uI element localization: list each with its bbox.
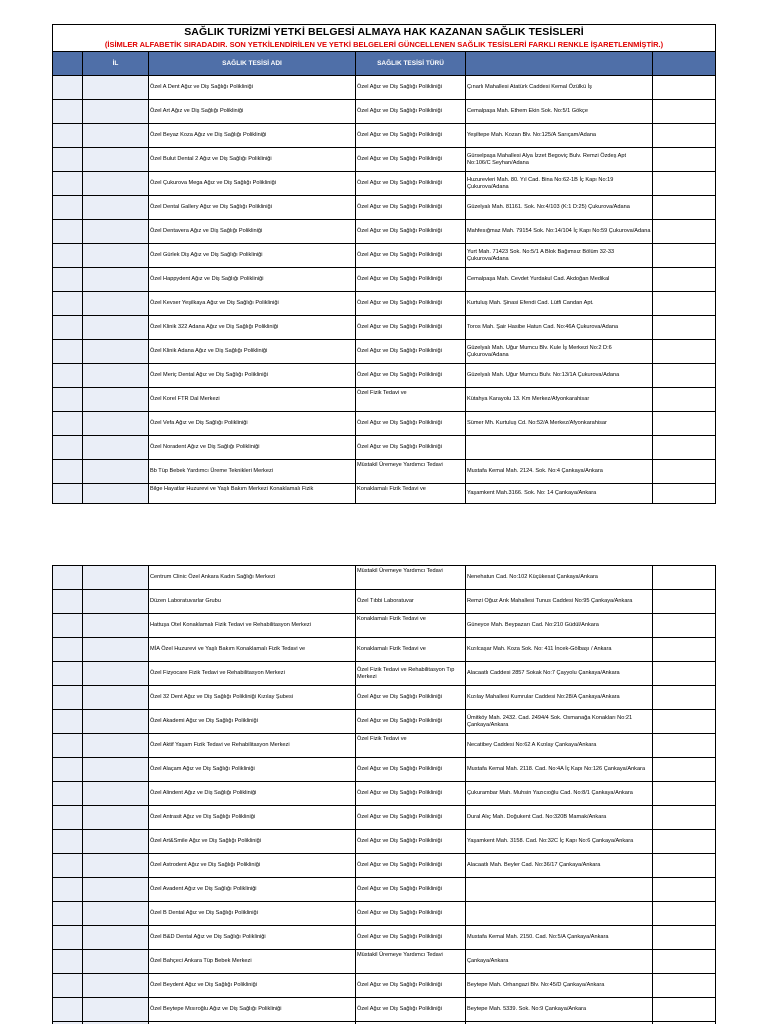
- extra-cell: [653, 244, 716, 268]
- facility-type-cell: Özel Ağız ve Diş Sağlığı Polikliniği: [356, 902, 466, 926]
- il-cell: [83, 460, 149, 484]
- extra-cell: [653, 100, 716, 124]
- extra-cell: [653, 998, 716, 1022]
- facility-table-page-1: [52, 24, 716, 504]
- facility-name-cell: Özel B&D Dental Ağız ve Diş Sağlığı Polikliniği: [149, 926, 356, 950]
- table-row: [53, 460, 716, 484]
- table-row: [53, 830, 716, 854]
- address-cell: Nenehatun Cad. No:102 Küçükesat Çankaya/Ankara: [466, 566, 653, 590]
- facility-name-cell: Özel Çukurova Mega Ağız ve Diş Sağlığı Polikliniği: [149, 172, 356, 196]
- facility-type-cell: Özel Ağız ve Diş Sağlığı Polikliniği: [356, 292, 466, 316]
- facility-name-cell: Düzen Laboratuvarlar Grubu: [149, 590, 356, 614]
- facility-type-cell: Konaklamalı Fizik Tedavi ve: [356, 614, 466, 638]
- facility-name-cell: Hattuşa Otel Konaklamalı Fizik Tedavi ve Rehabilitasyon Merkezi: [149, 614, 356, 638]
- facility-name-cell: Özel Avadent Ağız ve Diş Sağlığı Polikliniği: [149, 878, 356, 902]
- facility-type-cell: Özel Ağız ve Diş Sağlığı Polikliniği: [356, 998, 466, 1022]
- il-cell: [83, 878, 149, 902]
- row-index-cell: [53, 196, 83, 220]
- il-cell: [83, 806, 149, 830]
- facility-name-cell: Özel Aktif Yaşam Fizik Tedavi ve Rehabilitasyon Merkezi: [149, 734, 356, 758]
- address-cell: Dural Alıç Mah. Doğukent Cad. No:320B Mamak/Ankara: [466, 806, 653, 830]
- address-cell: Güzelyalı Mah. Uğur Mumcu Bulv. No:13/1A Çukurova/Adana: [466, 364, 653, 388]
- facility-type-cell: Özel Ağız ve Diş Sağlığı Polikliniği: [356, 412, 466, 436]
- table-row: [53, 662, 716, 686]
- extra-cell: [653, 484, 716, 504]
- extra-cell: [653, 806, 716, 830]
- facility-type-cell: Özel Ağız ve Diş Sağlığı Polikliniği: [356, 710, 466, 734]
- extra-cell: [653, 148, 716, 172]
- address-cell: Çukurambar Mah. Muhsin Yazıcıoğlu Cad. No:8/1 Çankaya/Ankara: [466, 782, 653, 806]
- address-cell: Yeşiltepe Mah. Kozan Blv. No:125/A Sarıçam/Adana: [466, 124, 653, 148]
- facility-type-cell: Özel Ağız ve Diş Sağlığı Polikliniği: [356, 172, 466, 196]
- facility-type-cell: Konaklamalı Fizik Tedavi ve: [356, 484, 466, 504]
- il-cell: [83, 436, 149, 460]
- table-row: [53, 566, 716, 590]
- il-cell: [83, 734, 149, 758]
- row-index-cell: [53, 364, 83, 388]
- row-index-cell: [53, 76, 83, 100]
- table-row: [53, 436, 716, 460]
- facility-name-cell: Özel Dental Gallery Ağız ve Diş Sağlığı Polikliniği: [149, 196, 356, 220]
- facility-type-cell: Özel Ağız ve Diş Sağlığı Polikliniği: [356, 436, 466, 460]
- row-index-cell: [53, 782, 83, 806]
- extra-cell: [653, 196, 716, 220]
- row-index-cell: [53, 172, 83, 196]
- table-row: [53, 806, 716, 830]
- address-cell: Kütahya Karayolu 13. Km Merkez/Afyonkarahisar: [466, 388, 653, 412]
- address-cell: Yaşamkent Mah. 3158. Cad. No:32C İç Kapı No:6 Çankaya/Ankara: [466, 830, 653, 854]
- facility-type-cell: Özel Ağız ve Diş Sağlığı Polikliniği: [356, 806, 466, 830]
- il-cell: [83, 268, 149, 292]
- il-cell: [83, 710, 149, 734]
- table-row: [53, 758, 716, 782]
- extra-cell: [653, 340, 716, 364]
- extra-cell: [653, 662, 716, 686]
- table-body: [53, 566, 716, 1024]
- facility-type-cell: Özel Ağız ve Diş Sağlığı Polikliniği: [356, 316, 466, 340]
- table-row: [53, 148, 716, 172]
- header-il: İL: [83, 52, 149, 76]
- facility-type-cell: Özel Ağız ve Diş Sağlığı Polikliniği: [356, 364, 466, 388]
- facility-type-cell: Özel Ağız ve Diş Sağlığı Polikliniği: [356, 878, 466, 902]
- extra-cell: [653, 76, 716, 100]
- il-cell: [83, 950, 149, 974]
- address-cell: Mustafa Kemal Mah. 2150. Cad. No:5/A Çankaya/Ankara: [466, 926, 653, 950]
- extra-cell: [653, 590, 716, 614]
- row-index-cell: [53, 830, 83, 854]
- address-cell: Çankaya/Ankara: [466, 950, 653, 974]
- row-index-cell: [53, 902, 83, 926]
- row-index-cell: [53, 662, 83, 686]
- facility-name-cell: Özel Korel FTR Dal Merkezi: [149, 388, 356, 412]
- row-index-cell: [53, 710, 83, 734]
- extra-cell: [653, 902, 716, 926]
- table-row: [53, 638, 716, 662]
- row-index-cell: [53, 590, 83, 614]
- il-cell: [83, 830, 149, 854]
- address-cell: Beytepe Mah. 5339. Sok. No:9 Çankaya/Ankara: [466, 998, 653, 1022]
- table-row: [53, 244, 716, 268]
- header-index: [53, 52, 83, 76]
- address-cell: Güneyce Mah. Beypazarı Cad. No:210 Güdül/Ankara: [466, 614, 653, 638]
- table-row: [53, 782, 716, 806]
- facility-type-cell: Müstakil Üremeye Yardımcı Tedavi: [356, 566, 466, 590]
- extra-cell: [653, 268, 716, 292]
- extra-cell: [653, 412, 716, 436]
- address-cell: Yurt Mah. 71423 Sok. No:5/1 A Blok Bağımsız Bölüm 32-33 Çukurova/Adana: [466, 244, 653, 268]
- address-cell: Toros Mah. Şair Hasibe Hatun Cad. No:46A Çukurova/Adana: [466, 316, 653, 340]
- extra-cell: [653, 436, 716, 460]
- facility-type-cell: Özel Ağız ve Diş Sağlığı Polikliniği: [356, 148, 466, 172]
- row-index-cell: [53, 148, 83, 172]
- facility-type-cell: Özel Ağız ve Diş Sağlığı Polikliniği: [356, 686, 466, 710]
- document-title: SAĞLIK TURİZMİ YETKİ BELGESİ ALMAYA HAK KAZANAN SAĞLIK TESİSLERİ: [53, 25, 716, 39]
- address-cell: Gürselpaşa Mahallesi Alya İzzet Begoviç Bulv. Remzi Özdeş Apt No:106/C Seyhan/Adana: [466, 148, 653, 172]
- row-index-cell: [53, 484, 83, 504]
- table-row: [53, 854, 716, 878]
- facility-type-cell: Özel Ağız ve Diş Sağlığı Polikliniği: [356, 340, 466, 364]
- table-row: [53, 340, 716, 364]
- il-cell: [83, 388, 149, 412]
- facility-type-cell: Özel Ağız ve Diş Sağlığı Polikliniği: [356, 220, 466, 244]
- facility-name-cell: Özel Art&Smile Ağız ve Diş Sağlığı Polikliniği: [149, 830, 356, 854]
- extra-cell: [653, 950, 716, 974]
- extra-cell: [653, 758, 716, 782]
- address-cell: Mustafa Kemal Mah. 2118. Cad. No:4A İç Kapı No:126 Çankaya/Ankara: [466, 758, 653, 782]
- table-row: [53, 268, 716, 292]
- extra-cell: [653, 172, 716, 196]
- row-index-cell: [53, 340, 83, 364]
- il-cell: [83, 316, 149, 340]
- facility-type-cell: Özel Ağız ve Diş Sağlığı Polikliniği: [356, 854, 466, 878]
- facility-name-cell: Özel Kevser Yeşilkaya Ağız ve Diş Sağlığı Polikliniği: [149, 292, 356, 316]
- facility-name-cell: Özel B Dental Ağız ve Diş Sağlığı Polikliniği: [149, 902, 356, 926]
- address-cell: Yaşamkent Mah.3166. Sok. No: 14 Çankaya/Ankara: [466, 484, 653, 504]
- row-index-cell: [53, 806, 83, 830]
- row-index-cell: [53, 412, 83, 436]
- row-index-cell: [53, 614, 83, 638]
- facility-type-cell: Özel Fizik Tedavi ve Rehabilitasyon Tıp Merkezi: [356, 662, 466, 686]
- address-cell: [466, 902, 653, 926]
- table-row: [53, 590, 716, 614]
- facility-name-cell: Özel Beydent Ağız ve Diş Sağlığı Polikliniği: [149, 974, 356, 998]
- table-row: [53, 388, 716, 412]
- extra-cell: [653, 830, 716, 854]
- facility-type-cell: Özel Ağız ve Diş Sağlığı Polikliniği: [356, 76, 466, 100]
- row-index-cell: [53, 292, 83, 316]
- row-index-cell: [53, 124, 83, 148]
- row-index-cell: [53, 686, 83, 710]
- table-row: [53, 76, 716, 100]
- table-row: [53, 950, 716, 974]
- il-cell: [83, 902, 149, 926]
- row-index-cell: [53, 998, 83, 1022]
- row-index-cell: [53, 974, 83, 998]
- extra-cell: [653, 710, 716, 734]
- extra-cell: [653, 220, 716, 244]
- extra-cell: [653, 734, 716, 758]
- row-index-cell: [53, 316, 83, 340]
- facility-name-cell: Özel Meriç Dental Ağız ve Diş Sağlığı Polikliniği: [149, 364, 356, 388]
- facility-name-cell: Özel Akademi Ağız ve Diş Sağlığı Polikliniği: [149, 710, 356, 734]
- facility-type-cell: Konaklamalı Fizik Tedavi ve: [356, 638, 466, 662]
- table-row: [53, 172, 716, 196]
- header-facility-type: SAĞLIK TESİSİ TÜRÜ: [356, 52, 466, 76]
- address-cell: Sümer Mh. Kurtuluş Cd. No:52/A Merkez/Afyonkarahisar: [466, 412, 653, 436]
- facility-name-cell: Özel Beyaz Koza Ağız ve Diş Sağlığı Polikliniği: [149, 124, 356, 148]
- facility-name-cell: Özel Antrasit Ağız ve Diş Sağlığı Polikliniği: [149, 806, 356, 830]
- facility-type-cell: Özel Ağız ve Diş Sağlığı Polikliniği: [356, 758, 466, 782]
- extra-cell: [653, 974, 716, 998]
- il-cell: [83, 638, 149, 662]
- il-cell: [83, 292, 149, 316]
- il-cell: [83, 100, 149, 124]
- facility-type-cell: Özel Ağız ve Diş Sağlığı Polikliniği: [356, 926, 466, 950]
- row-index-cell: [53, 100, 83, 124]
- table-row: [53, 734, 716, 758]
- extra-cell: [653, 614, 716, 638]
- extra-cell: [653, 364, 716, 388]
- facility-name-cell: Özel Fizyocare Fizik Tedavi ve Rehabilitasyon Merkezi: [149, 662, 356, 686]
- facility-type-cell: Özel Ağız ve Diş Sağlığı Polikliniği: [356, 830, 466, 854]
- il-cell: [83, 974, 149, 998]
- address-cell: Çınarlı Mahallesi Atatürk Caddesi Kemal Özülkü İş: [466, 76, 653, 100]
- address-cell: Necatibey Caddesi No:62 A Kızılay Çankaya/Ankara: [466, 734, 653, 758]
- table-row: [53, 124, 716, 148]
- facility-table-page-2: [52, 565, 716, 1024]
- facility-name-cell: Özel Klinik Adana Ağız ve Diş Sağlığı Polikliniği: [149, 340, 356, 364]
- document-subtitle: (İSİMLER ALFABETİK SIRADADIR. SON YETKİLENDİRİLEN VE YETKİ BELGELERİ GÜNCELLENEN SAĞLIK TESİSLERİ FARKLI RENKLE İŞARETLENMİŞTİR.): [53, 39, 716, 52]
- row-index-cell: [53, 950, 83, 974]
- il-cell: [83, 566, 149, 590]
- table-row: [53, 710, 716, 734]
- facility-name-cell: Özel Beytepe Mısıroğlu Ağız ve Diş Sağlığı Polikliniği: [149, 998, 356, 1022]
- il-cell: [83, 148, 149, 172]
- address-cell: [466, 436, 653, 460]
- facility-name-cell: MİA Özel Huzurevi ve Yaşlı Bakım Konaklamalı Fizik Tedavi ve: [149, 638, 356, 662]
- table-row: [53, 926, 716, 950]
- row-index-cell: [53, 566, 83, 590]
- extra-cell: [653, 878, 716, 902]
- facility-name-cell: Bb Tüp Bebek Yardımcı Üreme Teknikleri Merkezi: [149, 460, 356, 484]
- address-cell: Remzi Oğuz Arık Mahallesi Tunus Caddesi No:95 Çankaya/Ankara: [466, 590, 653, 614]
- il-cell: [83, 782, 149, 806]
- address-cell: Mustafa Kemal Mah. 2124. Sok. No:4 Çankaya/Ankara: [466, 460, 653, 484]
- row-index-cell: [53, 268, 83, 292]
- facility-name-cell: Özel Noradent Ağız ve Diş Sağlığı Polikliniği: [149, 436, 356, 460]
- facility-type-cell: Özel Ağız ve Diş Sağlığı Polikliniği: [356, 124, 466, 148]
- row-index-cell: [53, 638, 83, 662]
- il-cell: [83, 196, 149, 220]
- il-cell: [83, 686, 149, 710]
- row-index-cell: [53, 436, 83, 460]
- extra-cell: [653, 566, 716, 590]
- extra-cell: [653, 124, 716, 148]
- facility-name-cell: Özel Alindent Ağız ve Diş Sağlığı Polikliniği: [149, 782, 356, 806]
- facility-name-cell: Özel 32 Dent Ağız ve Diş Sağlığı Polikliniği Kızılay Şubesi: [149, 686, 356, 710]
- table-row: [53, 412, 716, 436]
- extra-cell: [653, 638, 716, 662]
- address-cell: Mahfesığmaz Mah. 79154 Sok. No:14/104 İç Kapı No:59 Çukurova/Adana: [466, 220, 653, 244]
- table-body: [53, 76, 716, 504]
- facility-type-cell: Özel Ağız ve Diş Sağlığı Polikliniği: [356, 196, 466, 220]
- address-cell: Alacaatlı Caddesi 2857 Sokak No:7 Çayyolu Çankaya/Ankara: [466, 662, 653, 686]
- row-index-cell: [53, 854, 83, 878]
- table-row: [53, 974, 716, 998]
- facility-name-cell: Özel Klinik 322 Adana Ağız ve Diş Sağlığı Polikliniği: [149, 316, 356, 340]
- table-row: [53, 484, 716, 504]
- table-row: [53, 100, 716, 124]
- facility-name-cell: Özel Bulut Dental 2 Ağız ve Diş Sağlığı Polikliniği: [149, 148, 356, 172]
- address-cell: Kurtuluş Mah. Şinasi Efendi Cad. Lütfi Candan Apt.: [466, 292, 653, 316]
- facility-name-cell: Özel Art Ağız ve Diş Sağlığı Polikliniği: [149, 100, 356, 124]
- address-cell: Cemalpaşa Mah. Ethem Ekin Sok. No:5/1 Gökçe: [466, 100, 653, 124]
- table-row: [53, 220, 716, 244]
- row-index-cell: [53, 926, 83, 950]
- table-row: [53, 878, 716, 902]
- facility-type-cell: Müstakil Üremeye Yardımcı Tedavi: [356, 950, 466, 974]
- il-cell: [83, 484, 149, 504]
- extra-cell: [653, 388, 716, 412]
- row-index-cell: [53, 244, 83, 268]
- row-index-cell: [53, 758, 83, 782]
- facility-name-cell: Özel Bahçeci Ankara Tüp Bebek Merkezi: [149, 950, 356, 974]
- extra-cell: [653, 926, 716, 950]
- header-extra: [653, 52, 716, 76]
- header-address: [466, 52, 653, 76]
- extra-cell: [653, 292, 716, 316]
- il-cell: [83, 412, 149, 436]
- facility-type-cell: Özel Ağız ve Diş Sağlığı Polikliniği: [356, 782, 466, 806]
- extra-cell: [653, 460, 716, 484]
- address-cell: [466, 878, 653, 902]
- il-cell: [83, 926, 149, 950]
- table-row: [53, 196, 716, 220]
- il-cell: [83, 340, 149, 364]
- table-row: [53, 998, 716, 1022]
- extra-cell: [653, 782, 716, 806]
- facility-type-cell: Özel Tıbbi Laboratuvar: [356, 590, 466, 614]
- facility-type-cell: Özel Ağız ve Diş Sağlığı Polikliniği: [356, 974, 466, 998]
- row-index-cell: [53, 388, 83, 412]
- extra-cell: [653, 854, 716, 878]
- il-cell: [83, 244, 149, 268]
- address-cell: Ümitköy Mah. 2432. Cad. 2494/4 Sok. Osmanağa Konakları No:21 Çankaya/Ankara: [466, 710, 653, 734]
- facility-type-cell: Özel Fizik Tedavi ve: [356, 388, 466, 412]
- address-cell: Beytepe Mah. Orhangazi Blv. No:45/D Çankaya/Ankara: [466, 974, 653, 998]
- il-cell: [83, 124, 149, 148]
- facility-name-cell: Özel Vefa Ağız ve Diş Sağlığı Polikliniği: [149, 412, 356, 436]
- il-cell: [83, 590, 149, 614]
- table-row: [53, 364, 716, 388]
- facility-type-cell: Özel Ağız ve Diş Sağlığı Polikliniği: [356, 100, 466, 124]
- facility-name-cell: Özel Dentavera Ağız ve Diş Sağlığı Polikliniği: [149, 220, 356, 244]
- address-cell: Kızılay Mahallesi Kumrular Caddesi No:28/A Çankaya/Ankara: [466, 686, 653, 710]
- facility-type-cell: Özel Ağız ve Diş Sağlığı Polikliniği: [356, 268, 466, 292]
- address-cell: Huzurevleri Mah. 80. Yıl Cad. Bina No:62-1B İç Kapı No:19 Çukurova/Adana: [466, 172, 653, 196]
- il-cell: [83, 614, 149, 638]
- table-row: [53, 292, 716, 316]
- header-facility-name: SAĞLIK TESİSİ ADI: [149, 52, 356, 76]
- table-row: [53, 686, 716, 710]
- table-row: [53, 902, 716, 926]
- facility-type-cell: Müstakil Üremeye Yardımcı Tedavi: [356, 460, 466, 484]
- il-cell: [83, 172, 149, 196]
- row-index-cell: [53, 878, 83, 902]
- row-index-cell: [53, 460, 83, 484]
- facility-name-cell: Centrum Clinic Özel Ankara Kadın Sağlığı Merkezi: [149, 566, 356, 590]
- row-index-cell: [53, 734, 83, 758]
- il-cell: [83, 76, 149, 100]
- facility-name-cell: Özel Alaçam Ağız ve Diş Sağlığı Polikliniği: [149, 758, 356, 782]
- facility-type-cell: Özel Fizik Tedavi ve: [356, 734, 466, 758]
- address-cell: Cemalpaşa Mah. Cevdet Yurdakul Cad. Akdoğan Medikal: [466, 268, 653, 292]
- row-index-cell: [53, 220, 83, 244]
- il-cell: [83, 998, 149, 1022]
- table-row: [53, 316, 716, 340]
- facility-type-cell: Özel Ağız ve Diş Sağlığı Polikliniği: [356, 244, 466, 268]
- il-cell: [83, 662, 149, 686]
- extra-cell: [653, 686, 716, 710]
- address-cell: Alacaatlı Mah. Beyler Cad. No:36/17 Çankaya/Ankara: [466, 854, 653, 878]
- il-cell: [83, 758, 149, 782]
- facility-name-cell: Özel Astrodent Ağız ve Diş Sağlığı Polikliniği: [149, 854, 356, 878]
- il-cell: [83, 854, 149, 878]
- address-cell: Güzelyalı Mah. 81161. Sok. No:4/103 (K:1 D:25) Çukurova/Adana: [466, 196, 653, 220]
- il-cell: [83, 220, 149, 244]
- facility-name-cell: Özel Happydent Ağız ve Diş Sağlığı Polikliniği: [149, 268, 356, 292]
- address-cell: Kızılcaşar Mah. Koza Sok. No: 411 İncek-Gölbaşı / Ankara: [466, 638, 653, 662]
- table-row: [53, 614, 716, 638]
- facility-name-cell: Bilge Hayatlar Huzurevi ve Yaşlı Bakım Merkezi Konaklamalı Fizik: [149, 484, 356, 504]
- facility-name-cell: Özel A Dent Ağız ve Diş Sağlığı Polikliniği: [149, 76, 356, 100]
- il-cell: [83, 364, 149, 388]
- facility-name-cell: Özel Gürlek Diş Ağız ve Diş Sağlığı Polikliniği: [149, 244, 356, 268]
- address-cell: Güzelyalı Mah. Uğur Mumcu Blv. Kule İş Merkezi No:2 D:6 Çukurova/Adana: [466, 340, 653, 364]
- extra-cell: [653, 316, 716, 340]
